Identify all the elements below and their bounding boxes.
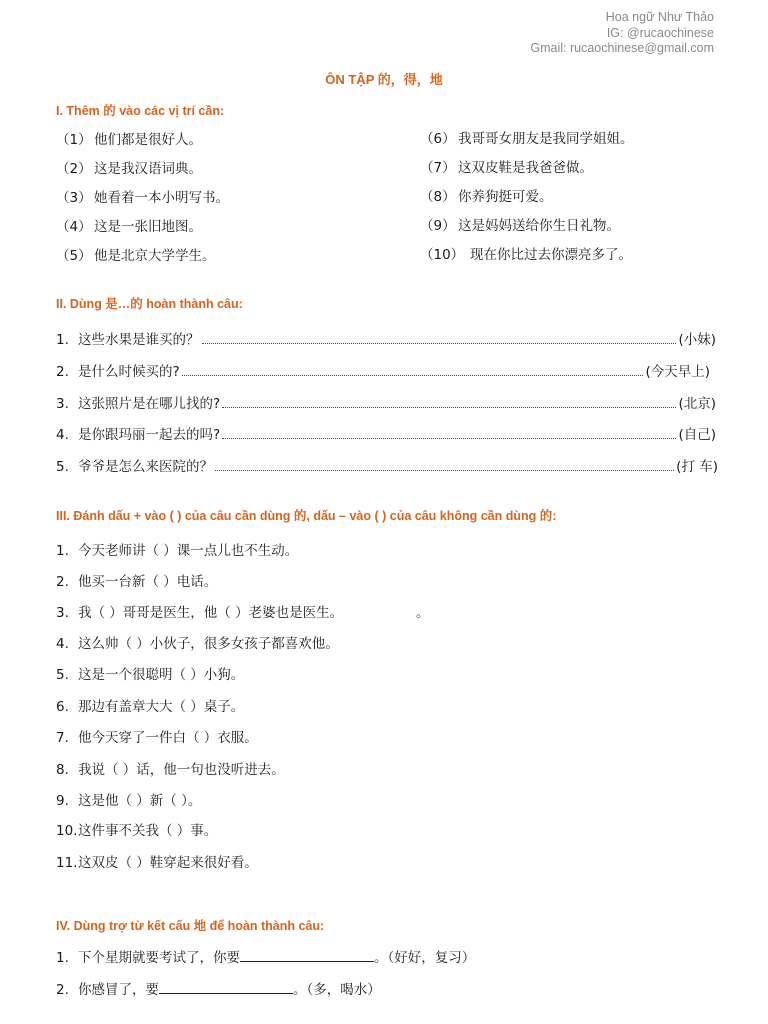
item-text: 这双皮鞋是我爸爸做。 — [458, 160, 593, 176]
item-number: 3. — [56, 605, 69, 621]
item-text: 那边有盖章大大（ ）桌子。 — [78, 699, 245, 715]
item-text: 这是一个很聪明（ ）小狗。 — [78, 667, 245, 683]
item-number: 1. — [56, 332, 69, 348]
item-text: 是什么时候买的? — [78, 364, 180, 380]
item-text-before: 下个星期就要考试了，你要 — [78, 950, 240, 966]
item-hint: (小妹) — [678, 332, 716, 348]
item-text: 是你跟玛丽一起去的吗? — [78, 427, 221, 443]
s4-item — [56, 979, 381, 999]
answer-line[interactable] — [202, 342, 677, 344]
item-number: 5. — [56, 459, 69, 475]
s1-item — [420, 217, 620, 235]
item-text: 这件事不关我（ ）事。 — [78, 823, 218, 839]
item-number: 4. — [56, 636, 69, 652]
item-number: 2. — [56, 364, 69, 380]
s3-item — [56, 666, 244, 684]
answer-blank[interactable] — [240, 947, 374, 962]
contact-instagram: IG: @rucaochinese — [606, 25, 714, 40]
item-text: 你养狗挺可爱。 — [458, 189, 553, 205]
item-text: 这些水果是谁买的？ — [78, 332, 200, 348]
item-number: （6） — [420, 131, 456, 147]
item-number: 6. — [56, 699, 69, 715]
s3-item — [56, 542, 298, 560]
contact-email: Gmail: rucaochinese@gmail.com — [530, 41, 714, 55]
item-number: （7） — [420, 160, 456, 176]
answer-line[interactable] — [222, 437, 676, 439]
s1-item — [56, 189, 229, 207]
item-number: 11. — [56, 855, 78, 871]
item-text: 这双皮（ ）鞋穿起来很好看。 — [78, 855, 258, 871]
s2-item — [56, 331, 716, 349]
s3-item — [56, 822, 217, 840]
item-text: 他们都是很好人。 — [94, 132, 202, 148]
section-4-heading: IV. Dùng trợ từ kết cấu 地 để hoàn thành câu: — [56, 919, 325, 933]
item-number: 1. — [56, 950, 69, 966]
worksheet-title: ÔN TẬP 的，得，地 — [325, 72, 443, 87]
section-3-heading: III. Đánh dấu + vào ( ) của câu cần dùng 的, dấu – vào ( ) của câu không cần dùng 的: — [56, 509, 557, 523]
s3-item — [56, 698, 244, 716]
s3-item — [56, 635, 339, 653]
item-text: 这张照片是在哪儿找的? — [78, 396, 221, 412]
s3-item — [56, 604, 430, 622]
s3-item — [56, 573, 217, 591]
s2-item — [56, 395, 716, 413]
item-number: （1） — [56, 132, 92, 148]
item-text-after: 。（好好，复习） — [374, 950, 476, 966]
item-number: （10） — [420, 247, 465, 263]
s3-item — [56, 761, 285, 779]
item-number: （3） — [56, 190, 92, 206]
s1-item — [420, 130, 634, 148]
item-text: 这是一张旧地图。 — [94, 219, 202, 235]
item-number: （9） — [420, 218, 456, 234]
item-text: 她看着一本小明写书。 — [94, 190, 229, 206]
item-hint: (自己) — [678, 427, 716, 443]
item-number: 8. — [56, 762, 69, 778]
s2-item — [56, 363, 710, 381]
item-text: 爷爷是怎么来医院的？ — [78, 459, 213, 475]
item-number: 2. — [56, 574, 69, 590]
item-number: 2. — [56, 982, 69, 998]
s1-item — [420, 246, 632, 264]
item-number: （2） — [56, 161, 92, 177]
answer-line[interactable] — [182, 374, 644, 376]
contact-name: Hoa ngữ Như Thảo — [605, 10, 714, 24]
item-text: 我说（ ）话，他一句也没听进去。 — [78, 762, 285, 778]
answer-blank[interactable] — [159, 979, 293, 994]
item-number: 7. — [56, 730, 69, 746]
item-number: 10. — [56, 823, 78, 839]
item-number: （5） — [56, 248, 92, 264]
item-hint: (北京) — [678, 396, 716, 412]
s4-item — [56, 947, 475, 967]
item-text: 这是我汉语词典。 — [94, 161, 202, 177]
item-hint: (打 车) — [676, 459, 718, 475]
s3-item — [56, 729, 258, 747]
s3-item — [56, 854, 258, 872]
item-text: 现在你比过去你漂亮多了。 — [470, 247, 632, 263]
item-text: 这是妈妈送给你生日礼物。 — [458, 218, 620, 234]
item-number: 4. — [56, 427, 69, 443]
s2-item — [56, 426, 716, 444]
item-number: （4） — [56, 219, 92, 235]
item-text: 今天老师讲（ ）课一点儿也不生动。 — [78, 543, 299, 559]
s1-item — [420, 159, 593, 177]
item-number: 5. — [56, 667, 69, 683]
s1-item — [56, 160, 202, 178]
section-2-heading: II. Dùng 是…的 hoàn thành câu: — [56, 297, 243, 311]
item-text-before: 你感冒了，要 — [78, 982, 159, 998]
s1-item — [420, 188, 553, 206]
item-number: 1. — [56, 543, 69, 559]
item-text: 我哥哥女朋友是我同学姐姐。 — [458, 131, 634, 147]
item-text: 他买一台新（ ）电话。 — [78, 574, 218, 590]
s1-item — [56, 131, 202, 149]
answer-line[interactable] — [215, 469, 674, 471]
s1-item — [56, 218, 202, 236]
item-number: （8） — [420, 189, 456, 205]
item-number: 3. — [56, 396, 69, 412]
section-1-heading: I. Thêm 的 vào các vị trí cần: — [56, 104, 225, 118]
s3-item — [56, 792, 201, 810]
contact-info — [530, 10, 714, 57]
s2-item — [56, 458, 718, 476]
item-hint: (今天早上) — [645, 364, 710, 380]
answer-line[interactable] — [222, 406, 676, 408]
item-text-after: 。（多，喝水） — [293, 982, 381, 998]
item-number: 9. — [56, 793, 69, 809]
item-text: 这是他（ ）新（ ）。 — [78, 793, 202, 809]
s1-item — [56, 247, 216, 265]
item-text: 他今天穿了一件白（ ）衣服。 — [78, 730, 258, 746]
item-text: 这么帅（ ）小伙子，很多女孩子都喜欢他。 — [78, 636, 339, 652]
item-text: 我（ ）哥哥是医生，他（ ）老婆也是医生。 。 — [78, 605, 430, 621]
item-text: 他是北京大学学生。 — [94, 248, 216, 264]
